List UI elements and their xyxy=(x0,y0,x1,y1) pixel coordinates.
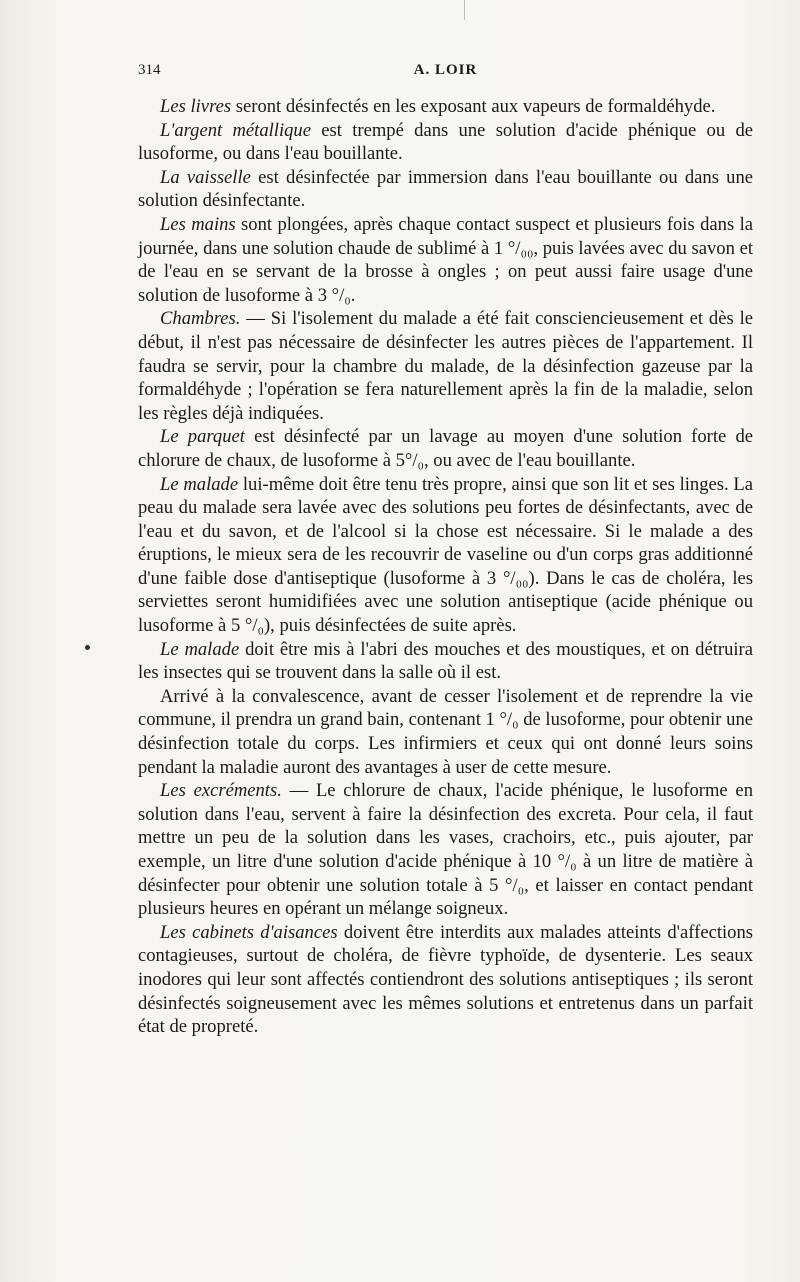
paragraph-text: — Le chlorure de chaux, l'acide phénique, le lusoforme en solution dans l'eau, servent à faire la désinfection des excreta. Pour cela, il faut mettre un peu de la solution dans les vases, crachoirs, etc., puis ajouter, par exemple, un litre d'une solution d'acide phénique à 10 °/₀ à un litre de matière à désinfecter pour obtenir une solution totale à 5 °/₀, et laisser en contact pendant plusieurs heures en opérant un mélange soigneux. xyxy=(138,780,753,920)
paragraph-excrements xyxy=(138,779,753,921)
paragraph-malade-abri xyxy=(138,638,753,685)
page-header xyxy=(138,60,753,86)
paragraph-text: Arrivé à la convalescence, avant de cesser l'isolement et de reprendre la vie commune, il prendra un grand bain, contenant 1 °/₀ de lusoforme, pour obtenir une désinfection totale du corps. Les infirmiers et ceux qui ont donné leurs soins pendant la maladie auront des avantages à user de cette mesure. xyxy=(138,685,753,778)
paragraph-lead: Les livres xyxy=(160,96,232,117)
paragraph-text: — Si l'isolement du malade a été fait consciencieusement et dès le début, il n'est pas nécessaire de désinfecter les autres pièces de l'appartement. Il faudra se servir, pour la chambre du malade, de la désinfection gazeuse par la formaldéhyde ; l'opération se fera naturellement après la fin de la maladie, selon les règles déjà indiquées. xyxy=(138,308,753,424)
paragraph-lead: Les excréments. xyxy=(160,780,282,802)
paragraph-convalescence xyxy=(138,685,753,779)
paragraph-text: lui-même doit être tenu très propre, ainsi que son lit et ses linges. La peau du malade sera lavée avec des solutions peu fortes de désinfectants, avec de l'eau et du savon, et de l'alcool si la chose est nécessaire. Si le malade a des éruptions, le mieux sera de les recouvrir de vaseline ou d'un corps gras additionné d'une faible dose d'antiseptique (lusoforme à 3 °/₀₀). Dans le cas de choléra, les serviettes seront humidifiées avec une solution antiseptique (acide phénique ou lusoforme à 5 °/₀), puis désinfectées de suite après. xyxy=(138,473,754,637)
paragraph-lead: Les mains xyxy=(160,213,236,235)
paragraph-livres xyxy=(138,95,753,119)
paragraph-vaisselle xyxy=(138,166,753,213)
paragraph-lead: Les cabinets d'aisances xyxy=(160,921,338,943)
page-number: 314 xyxy=(138,62,161,78)
body-text xyxy=(138,95,753,1039)
paragraph-argent xyxy=(138,119,753,166)
margin-ink-dot xyxy=(85,645,90,650)
paragraph-text: doit être mis à l'abri des mouches et des moustiques, et on détruira les insectes qui se trouvent dans la salle où il est. xyxy=(138,638,754,684)
paragraph-lead: Le parquet xyxy=(160,426,245,448)
paragraph-lead: Le malade xyxy=(160,638,240,660)
paragraph-text: est trempé dans une solution d'acide phénique ou de lusoforme, ou dans l'eau bouillante. xyxy=(138,119,753,165)
paragraph-text: doivent être interdits aux malades atteints d'affections contagieuses, surtout de choléra, de fièvre typhoïde, de dysenterie. Les seaux inodores qui leur sont affectés contiendront des solutions antiseptiques ; ils seront désinfectés soigneusement avec les mêmes solutions et entretenus dans un parfait état de propreté. xyxy=(138,921,753,1038)
paragraph-text: est désinfecté par un lavage au moyen d'une solution forte de chlorure de chaux, de lusoforme à 5°/₀, ou avec de l'eau bouillante. xyxy=(138,426,753,471)
paragraph-lead: L'argent métallique xyxy=(160,119,311,141)
paragraph-lead: Le malade xyxy=(160,473,239,495)
paragraph-parquet xyxy=(138,425,753,472)
paragraph-mains xyxy=(138,213,753,307)
paragraph-lead: Chambres. xyxy=(160,308,241,330)
paragraph-text: sont plongées, après chaque contact suspect et plusieurs fois dans la journée, dans une solution chaude de sublimé à 1 °/₀₀, puis lavées avec du savon et de l'eau en se servant de la brosse à ongles ; on peut aussi faire usage d'une solution de lusoforme à 3 °/₀. xyxy=(138,213,753,306)
paragraph-lead: La vaisselle xyxy=(160,166,251,188)
paragraph-text: est désinfectée par immersion dans l'eau bouillante ou dans une solution désinfectante. xyxy=(138,166,754,212)
paragraph-text: seront désinfectés en les exposant aux vapeurs de formaldéhyde. xyxy=(231,96,716,117)
running-title: A. LOIR xyxy=(413,62,478,78)
paragraph-cabinets xyxy=(138,921,753,1039)
paragraph-chambres xyxy=(138,307,753,425)
paragraph-malade-soins xyxy=(138,473,753,638)
scan-artifact-line xyxy=(464,0,465,20)
